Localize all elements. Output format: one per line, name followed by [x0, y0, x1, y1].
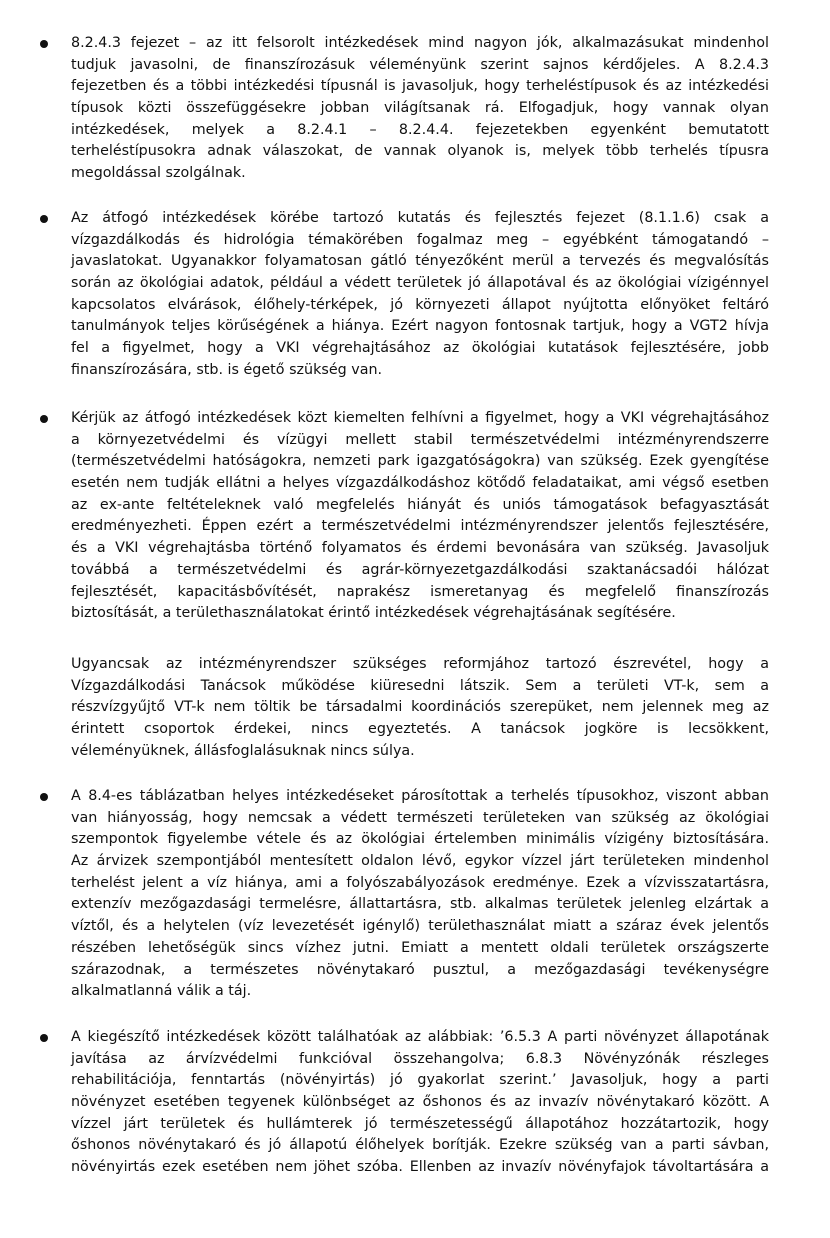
paragraph-3 — [71, 408, 769, 625]
text-line: tanulmányok teljes körűségének a hiánya. Ezért nagyon fontosnak tartjuk, hogy a VGT2 hívja — [71, 318, 769, 335]
text-line: van hiányosság, hogy nemcsak a védett természeti területeken van szükség az ökológiai — [71, 809, 769, 826]
text-line: terheléstípusokra adnak válaszokat, de vannak olyanok is, melyek több terhelés típusra — [71, 143, 769, 160]
text-line: az ex-ante feltételeknek való megfelelés hiányát és uniós támogatások befagyasztását — [71, 496, 769, 513]
text-line: javítása az árvízvédelmi funkcióval összehangolva; 6.8.3 Növényzónák részleges — [71, 1050, 769, 1067]
text-line: érintett csoportok érdekei, nincs egyeztetés. A tanácsok jogköre is lecsökkent, — [71, 721, 769, 738]
bullet-icon — [40, 1034, 48, 1042]
text-line: fejlesztését, kapacitásbővítését, naprakész ismeretanyag és megfelelő finanszírozás — [71, 583, 769, 600]
text-line: extenzív mezőgazdasági termelésre, állattartásra, stb. alkalmas területek jelenleg elzártak a — [71, 896, 769, 913]
text-line: Az árvizek szempontjából mentesített oldalon lévő, egykor vízzel járt területeken mindenhol — [71, 853, 769, 870]
text-line: Kérjük az átfogó intézkedések közt kiemelten felhívni a figyelmet, hogy a VKI végrehajtásához — [71, 410, 769, 426]
text-line: (természetvédelmi hatóságokra, nemzeti park igazgatóságokra) van szükség. Ezek gyengítése — [71, 453, 769, 470]
text-line: fejezetben és a többi intézkedési típusnál is javasoljuk, hogy terheléstípusok és az intézkedési — [71, 78, 769, 95]
text-line: kapcsolatos elvárások, élőhely-térképek, jó környezeti állapot nyújtotta előnyöket feltáró — [71, 296, 769, 313]
text-line: és a VKI végrehajtásba történő folyamatos és érdemi bevonására van szükség. Javasoljuk — [71, 540, 769, 557]
text-line: intézkedések, melyek a 8.2.4.1 – 8.2.4.4. fejezetekben egyenként bemutatott — [71, 121, 769, 138]
text-line: A 8.4-es táblázatban helyes intézkedéseket párosítottak a terhelés típusokhoz, viszont abban — [71, 788, 769, 804]
text-line: biztosítását, a területhasználatokat érintő intézkedések végrehajtásának segítésére. — [71, 605, 676, 622]
text-line: szárazodnak, a természetes növénytakaró pusztul, a mezőgazdasági tevékenységre — [71, 961, 769, 978]
bullet-icon — [40, 793, 48, 801]
text-line: a környezetvédelmi és vízügyi mellett stabil természetvédelmi intézményrendszerre — [71, 431, 769, 448]
paragraph-1 — [71, 33, 769, 185]
text-line: finanszírozására, stb. is égető szükség van. — [71, 361, 383, 378]
text-line: részvízgyűjtő VT-k nem töltik be társadalmi koordinációs szerepüket, nem jelennek meg az — [71, 699, 769, 716]
text-line: alkalmatlanná válik a táj. — [71, 983, 252, 1000]
text-line: megoldással szolgálnak. — [71, 165, 246, 182]
paragraph-6 — [71, 1027, 769, 1179]
paragraph-5 — [71, 786, 769, 1003]
text-line: fel a figyelmet, hogy a VKI végrehajtásához az ökológiai kutatások fejlesztésére, jobb — [71, 340, 769, 357]
text-line: 8.2.4.3 fejezet – az itt felsorolt intézkedések mind nagyon jók, alkalmazásukat mindenhol — [71, 35, 769, 51]
text-line: Az átfogó intézkedések körébe tartozó kutatás és fejlesztés fejezet (8.1.1.6) csak a — [71, 210, 769, 226]
text-line: típusok közti összefüggésekre jobban világítsanak rá. Elfogadjuk, hogy vannak olyan — [71, 100, 769, 117]
text-line: véleményüknek, állásfoglalásuknak nincs súlya. — [71, 742, 415, 759]
text-line: növényirtás ezek esetében nem jöhet szóba. Ellenben az invazív növényfajok távoltartására a — [71, 1159, 769, 1176]
text-line: A kiegészítő intézkedések között találhatóak az alábbiak: ’6.5.3 A parti növényzet állapotának — [71, 1029, 769, 1045]
text-line: javaslatokat. Ugyanakkor folyamatosan gátló tényezőként merül a tervezés és megvalósítás — [71, 253, 769, 270]
paragraph-2 — [71, 208, 769, 382]
text-line: szempontok figyelembe vétele és az ökológiai értelemben minimális vízigény biztosítására. — [71, 831, 769, 848]
text-line: vízgazdálkodás és hidrológia témakörében fogalmaz meg – egyébként támogatandó – — [71, 231, 769, 248]
text-line: tudjuk javasolni, de finanszírozásuk véleményünk szerint sajnos kérdőjeles. A 8.2.4.3 — [71, 56, 769, 73]
text-line: részében lehetőségük sincs vízhez jutni. Emiatt a mentett oldali területek országszerte — [71, 939, 769, 956]
text-line: esetén nem tudják ellátni a helyes vízgazdálkodáshoz kötődő feladataikat, ami végső esetben — [71, 475, 769, 492]
paragraph-4 — [71, 654, 769, 762]
text-line: vízzel járt területek és hullámterek jó természetességű állapotához hozzátartozik, hogy — [71, 1115, 769, 1132]
text-line: eredményezheti. Éppen ezért a természetvédelmi intézményrendszer jelentős fejlesztésére, — [71, 518, 769, 535]
bullet-icon — [40, 415, 48, 423]
text-line: Vízgazdálkodási Tanácsok működése kiüresedni látszik. Sem a területi VT-k, sem a — [71, 677, 769, 694]
text-line: során az ökológiai adatok, például a védett területek jó állapotával és az ökológiai vízigénnyel — [71, 275, 769, 292]
bullet-icon — [40, 40, 48, 48]
text-line: rehabilitációja, fenntartás (növényirtás) jó gyakorlat szerint.’ Javasoljuk, hogy a parti — [71, 1072, 769, 1089]
text-line: víztől, és a helytelen (víz levezetését igénylő) területhasználat miatt a száraz évek jelentős — [71, 918, 769, 935]
text-line: növényzet esetében tegyenek különbséget az őshonos és az invazív növénytakaró között. A — [71, 1094, 769, 1111]
text-line: terhelést jelent a víz hiánya, ami a folyószabályozások eredménye. Ezek a vízvisszatartásra, — [71, 874, 769, 891]
text-line: továbbá a természetvédelmi és agrár-környezetgazdálkodási szaktanácsadói hálózat — [71, 561, 769, 578]
bullet-icon — [40, 215, 48, 223]
text-line: őshonos növénytakaró és jó állapotú élőhelyek borítják. Ezekre szükség van a parti sávban, — [71, 1137, 769, 1154]
text-line: Ugyancsak az intézményrendszer szükséges reformjához tartozó észrevétel, hogy a — [71, 656, 769, 672]
